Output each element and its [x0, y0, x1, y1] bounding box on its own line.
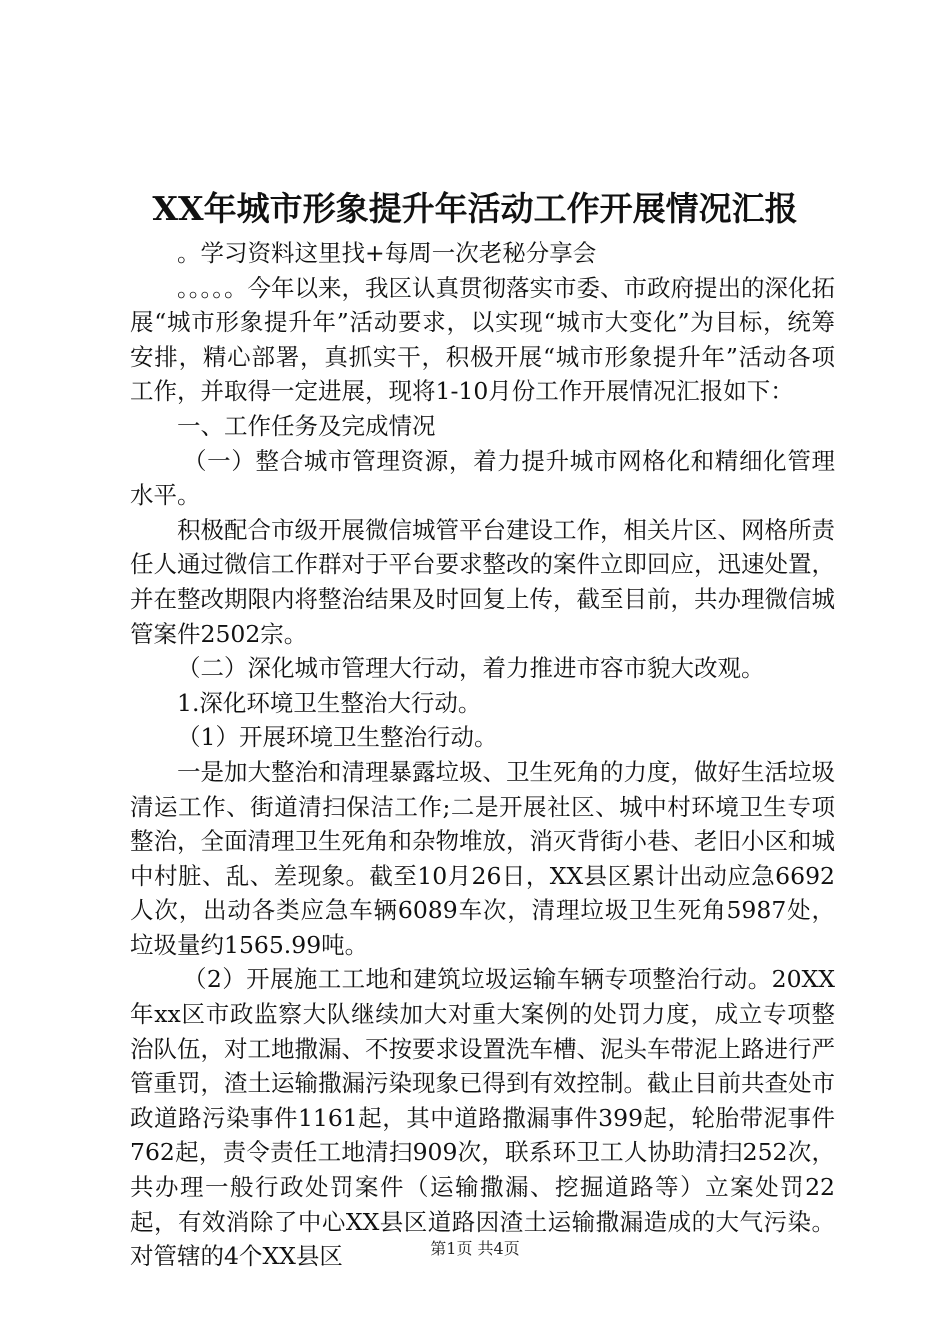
paragraph-construction: （2）开展施工工地和建筑垃圾运输车辆专项整治行动。20XX年xx区市政监察大队继续加大对重大案例的处罚力度，成立专项整治队伍，对工地撒漏、不按要求设置洗车槽、泥头车带泥上路进行严管重罚，渣土运输撒漏污染现象已得到有效控制。截止目前共查处市政道路污染事件1161起，其中道路撒漏事件399起，轮胎带泥事件762起，责令责任工地清扫909次，联系环卫工人协助清扫252次，共办理一般行政处罚案件（运输撒漏、挖掘道路等）立案处罚22起，有效消除了中心XX县区道路因渣土运输撒漏造成的大气污染。对管辖的4个XX县区 — [130, 965, 835, 1271]
document-body — [130, 236, 835, 1274]
paragraph-wechat-platform: 积极配合市级开展微信城管平台建设工作，相关片区、网格所责任人通过微信工作群对于平台要求整改的案件立即回应，迅速处置，并在整改期限内将整治结果及时回复上传，截至目前，共办理微信城管案件2502宗。 — [130, 515, 835, 648]
subitem-heading-1: （1）开展环境卫生整治行动。 — [177, 723, 498, 752]
subsection-heading-2: （二）深化城市管理大行动，着力推进市容市貌大改观。 — [177, 654, 765, 683]
section-heading-1: 一、工作任务及完成情况 — [177, 411, 436, 440]
document-title: XX年城市形象提升年活动工作开展情况汇报 — [152, 189, 798, 228]
item-heading-1: 1.深化环境卫生整治大行动。 — [177, 688, 482, 717]
paragraph-sanitation: 一是加大整治和清理暴露垃圾、卫生死角的力度，做好生活垃圾清运工作、街道清扫保洁工作;二是开展社区、城中村环境卫生专项整治，全面清理卫生死角和杂物堆放，消灭背街小巷、老旧小区和城中村脏、乱、差现象。截至10月26日，XX县区累计出动应急6692人次，出动各类应急车辆6089车次，清理垃圾卫生死角5987处，垃圾量约1565.99吨。 — [130, 757, 835, 959]
paragraph-intro-note: 。学习资料这里找+每周一次老秘分享会 — [177, 239, 597, 267]
page-footer: 第1页 共4页 — [430, 1239, 520, 1258]
subsection-heading-1: （一）整合城市管理资源，着力提升城市网格化和精细化管理水平。 — [130, 446, 835, 510]
paragraph-overview: 。。。。。今年以来，我区认真贯彻落实市委、市政府提出的深化拓展“城市形象提升年”活动要求，以实现“城市大变化”为目标，统筹安排，精心部署，真抓实干，积极开展“城市形象提升年”活动各项工作，并取得一定进展，现将1-10月份工作开展情况汇报如下： — [130, 273, 835, 406]
